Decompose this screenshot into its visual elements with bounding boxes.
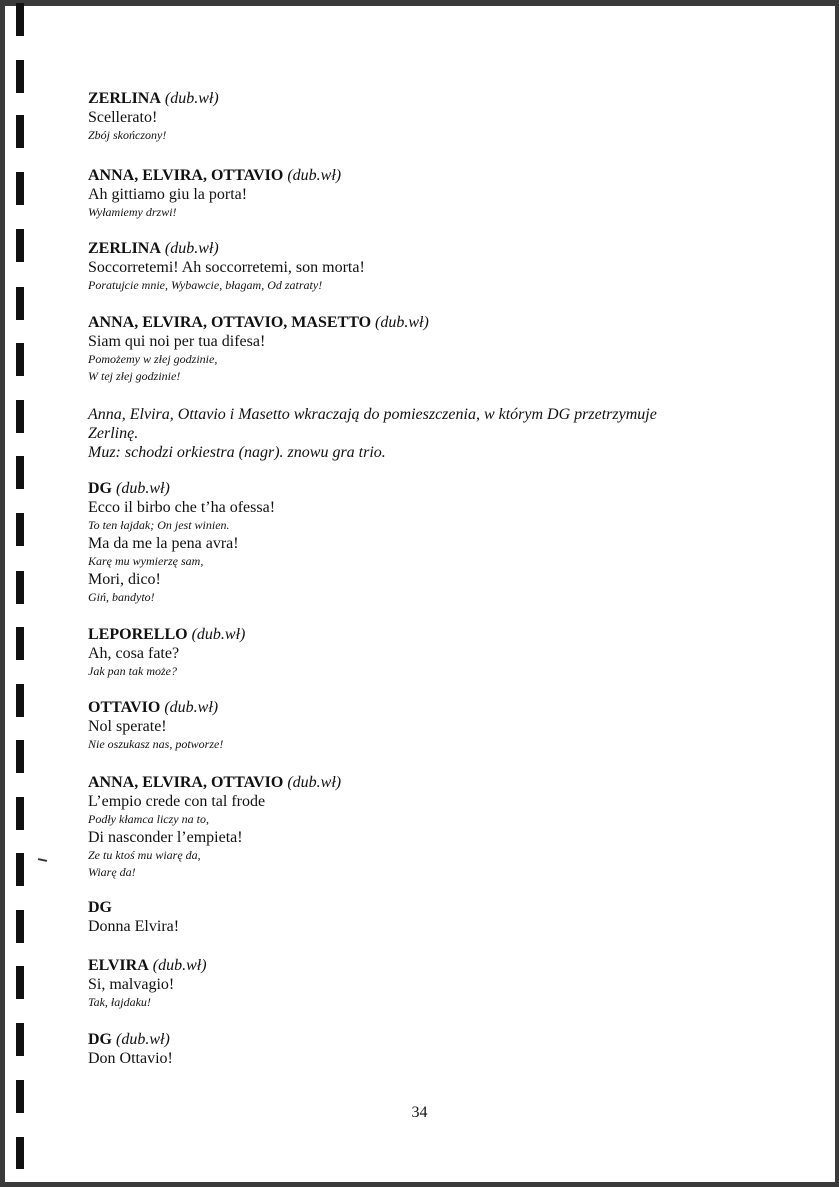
lyric-line-italian: Don Ottavio! [88,1050,173,1067]
lyric-line-polish: Zbój skończony! [88,128,167,142]
dialogue-block [88,625,788,680]
speaker-note: (dub.wł) [287,774,342,791]
speaker-name: ZERLINA [88,90,161,107]
lyric-line-italian: Si, malvagio! [88,976,175,993]
lyric-line-italian: L’empio crede con tal frode [88,793,266,810]
lyric-line-polish: Giń, bandyto! [88,590,155,604]
speaker-name: ZERLINA [88,240,161,257]
lyric-line-polish: To ten łajdak; On jest winien. [88,518,230,532]
lyric-line-italian: Scellerato! [88,109,158,126]
speaker-note: (dub.wł) [116,480,170,497]
speaker-heading [88,956,788,975]
dialogue-block [88,313,788,385]
lyric-line-polish: Tak, łajdaku! [88,995,151,1009]
speaker-note: (dub.wł) [164,240,219,257]
lyric-line-polish: Podły kłamca liczy na to, [88,812,209,826]
dialogue-block [88,1030,788,1068]
lyric-line-polish: Jak pan tak może? [88,664,177,678]
lyric-line-polish: W tej złej godzinie! [88,369,181,383]
dialogue-block [88,956,788,1011]
page-number: 34 [411,1104,428,1121]
speaker-heading [88,166,788,185]
speaker-name: ELVIRA [88,957,149,974]
speaker-name: DG [88,1031,112,1048]
stage-direction-line: Muz: schodzi orkiestra (nagr). znowu gra trio. [88,444,386,461]
speaker-heading [88,479,788,498]
speaker-note: (dub.wł) [287,167,342,184]
lyric-line-polish: Ze tu ktoś mu wiarę da, [88,848,201,862]
dialogue-block [88,239,788,294]
lyric-line-polish: Wyłamiemy drzwi! [88,205,177,219]
speaker-name: ANNA, ELVIRA, OTTAVIO [88,167,284,184]
lyric-line-italian: Mori, dico! [88,571,161,588]
speaker-note: (dub.wł) [164,90,219,107]
lyric-line-polish: Wiarę da! [88,865,136,879]
lyric-line-italian: Nol sperate! [88,718,167,735]
speaker-note: (dub.wł) [164,699,219,716]
speaker-heading [88,898,788,917]
speaker-heading [88,1030,788,1049]
lyric-line-italian: Soccorretemi! Ah soccorretemi, son morta! [88,259,365,276]
lyric-line-italian: Ah, cosa fate? [88,645,180,662]
dialogue-block [88,479,788,606]
speaker-name: DG [88,899,112,916]
lyric-line-polish: Pomożemy w złej godzinie, [88,352,218,366]
speaker-heading [88,89,788,108]
speaker-note: (dub.wł) [191,626,246,643]
speaker-heading [88,313,788,332]
speaker-name: ANNA, ELVIRA, OTTAVIO, MASETTO [88,314,372,331]
speaker-heading [88,625,788,644]
lyric-line-italian: Siam qui noi per tua difesa! [88,333,266,350]
speaker-name: DG [88,480,112,497]
speaker-name: OTTAVIO [88,699,161,716]
dialogue-block [88,773,788,881]
speaker-note: (dub.wł) [152,957,207,974]
stage-direction [88,405,738,462]
speaker-heading [88,698,788,717]
stage-direction-line: Anna, Elvira, Ottavio i Masetto wkraczają do pomieszczenia, w którym DG przetrzymuje [88,406,657,423]
speaker-heading [88,773,788,792]
lyric-line-italian: Donna Elvira! [88,918,180,935]
dialogue-block [88,89,788,144]
speaker-note: (dub.wł) [375,314,429,331]
lyric-line-polish: Karę mu wymierzę sam, [88,554,204,568]
lyric-line-polish: Poratujcie mnie, Wybawcie, błagam, Od zatraty! [88,278,323,292]
speaker-heading [88,239,788,258]
speaker-name: LEPORELLO [88,626,188,643]
dialogue-block [88,898,788,936]
speaker-note: (dub.wł) [116,1031,170,1048]
lyric-line-italian: Ah gittiamo giu la porta! [88,186,248,203]
dialogue-block [88,698,788,753]
stage-direction-line: Zerlinę. [88,425,139,442]
dialogue-block [88,166,788,221]
lyric-line-italian: Ma da me la pena avra! [88,535,239,552]
speaker-name: ANNA, ELVIRA, OTTAVIO [88,774,284,791]
lyric-line-polish: Nie oszukasz nas, potworze! [88,737,224,751]
lyric-line-italian: Ecco il birbo che t’ha ofessa! [88,499,276,516]
lyric-line-italian: Di nasconder l’empieta! [88,829,243,846]
